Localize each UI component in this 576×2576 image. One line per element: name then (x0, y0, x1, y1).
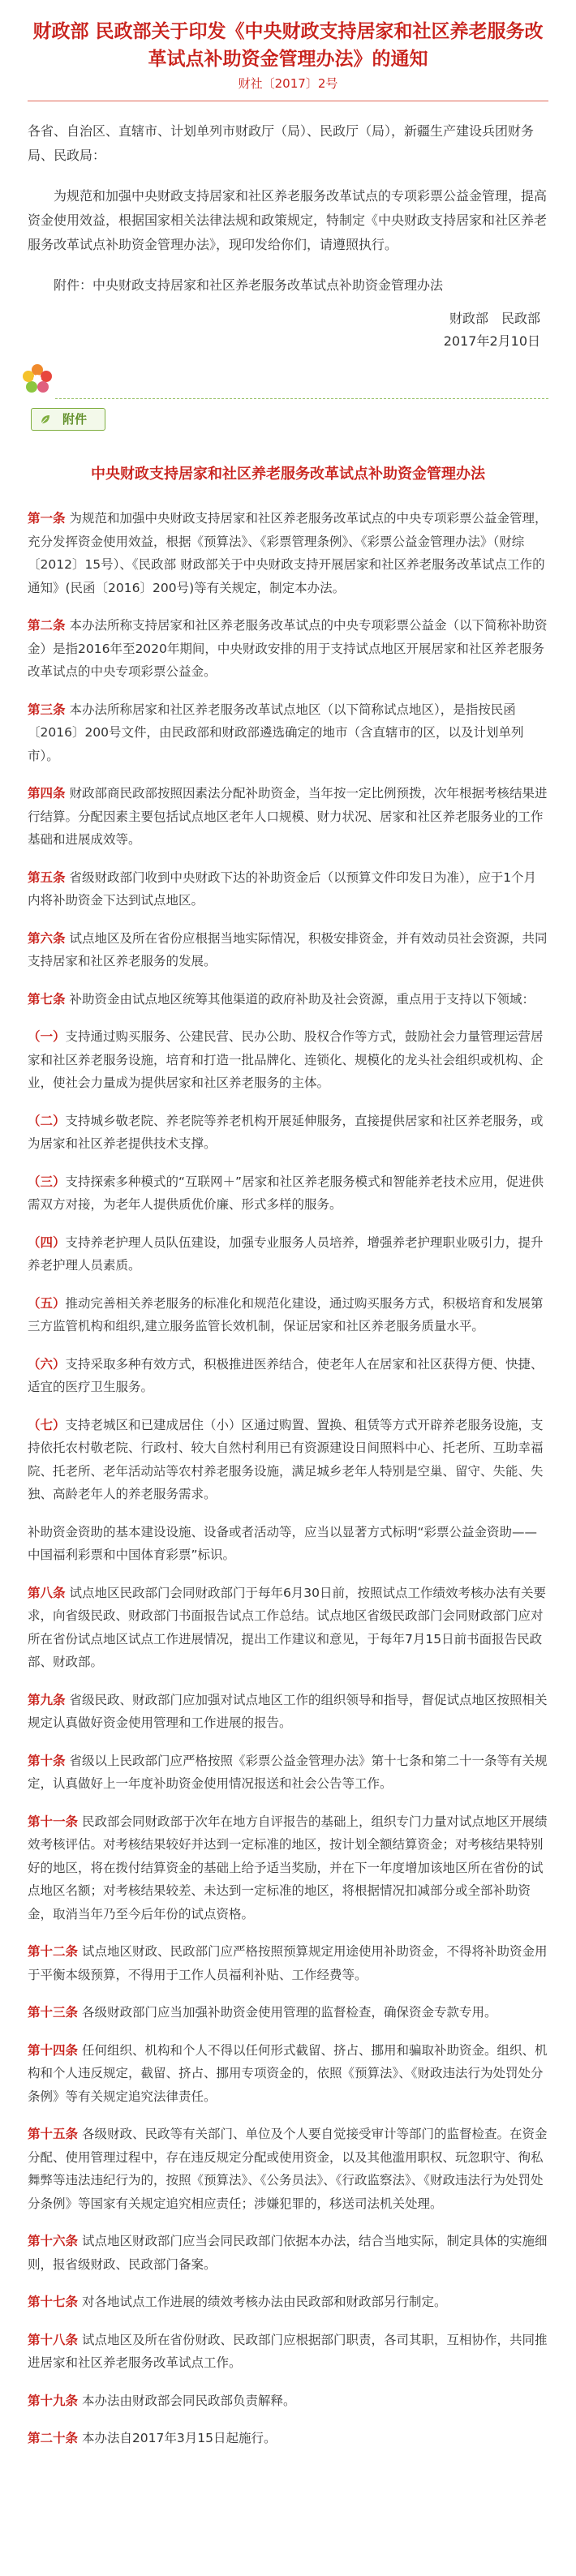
article: 第六条 试点地区及所在省份应根据当地实际情况，积极安排资金，并有效动员社会资源，共同支持居家和社区养老服务的发展。 (28, 930, 548, 968)
document-number: 财社〔2017〕2号 (238, 76, 338, 91)
attachment-tab (31, 408, 105, 431)
article: 第五条 省级财政部门收到中央财政下达的补助资金后（以预算文件印发日为准），应于1个月内将补助资金下达到试点地区。 (28, 869, 537, 908)
leaf-icon (40, 414, 51, 425)
list-item: （七）支持老城区和已建成居住（小）区通过购置、置换、租赁等方式开辟养老服务设施，支持依托农村敬老院、行政村、较大自然村利用已有资源建设日间照料中心、托老所、互助幸福院、托老所、老年活动站等农村养老服务设施，满足城乡老年人特别是空巢、留守、失能、失独、高龄老年人的养老服务需求。 (28, 1417, 544, 1501)
article: 第三条 本办法所称居家和社区养老服务改革试点地区（以下简称试点地区），是指按民函〔2016〕200号文件，由民政部和财政部遴选确定的地市（含直辖市的区，以及计划单列市）。 (28, 702, 524, 763)
article: 第十一条 民政部会同财政部于次年在地方自评报告的基础上，组织专门力量对试点地区开展绩效考核评估。对考核结果较好并达到一定标准的地区，按计划全额结算资金；对考核结果特别好的地区，将在拨付结算资金的基础上给予适当奖励，并在下一年度增加该地区所在省份的试点地区名额；对考核结果较差、未达到一定标准的地区，将根据情况扣减部分或全部补助资金，取消当年乃至今后年份的试点资格。 (28, 1814, 548, 1921)
article: 补助资金资助的基本建设设施、设备或者活动等，应当以显著方式标明“彩票公益金资助——中国福利彩票和中国体育彩票”标识。 (28, 1524, 538, 1562)
document-title: 财政部 民政部关于印发《中央财政支持居家和社区养老服务改革试点补助资金管理办法》的通知 (32, 21, 544, 70)
attachment-divider (28, 359, 548, 434)
article: 第八条 试点地区民政部门会同财政部门于每年6月30日前，按照试点工作绩效考核办法有关要求，向省级民政、财政部门书面报告试点工作总结。试点地区省级民政部门会同财政部门应对所在省份试点地区试点工作进展情况，提出工作建议和意见，于每年7月15日前书面报告民政部、财政部。 (28, 1585, 547, 1669)
article: 第十五条 各级财政、民政等有关部门、单位及个人要自觉接受审计等部门的监督检查。在资金分配、使用管理过程中，存在违反规定分配或使用资金，以及其他滥用职权、玩忽职守、徇私舞弊等违法违纪行为的，按照《预算法》、《公务员法》、《行政监察法》、《财政违法行为处罚处分条例》等国家有关规定追究相应责任；涉嫌犯罪的，移送司法机关处理。 (28, 2127, 548, 2211)
signers: 财政部 民政部 (449, 311, 540, 326)
article: 第九条 省级民政、财政部门应加强对试点地区工作的组织领导和指导，督促试点地区按照相关规定认真做好资金使用管理和工作进展的报告。 (28, 1692, 548, 1730)
list-item: （二）支持城乡敬老院、养老院等养老机构开展延伸服务，直接提供居家和社区养老服务，或为居家和社区养老提供技术支撑。 (28, 1113, 544, 1151)
article: 第十八条 试点地区及所在省份财政、民政部门应根据部门职责，各司其职，互相协作，共同推进居家和社区养老服务改革试点工作。 (28, 2332, 548, 2370)
article: 第十三条 各级财政部门应当加强补助资金使用管理的监督检查，确保资金专款专用。 (28, 2005, 497, 2020)
addressee: 各省、自治区、直辖市、计划单列市财政厅（局）、民政厅（局），新疆生产建设兵团财务局、民政局： (28, 123, 535, 163)
article: 第十九条 本办法由财政部会同民政部负责解释。 (28, 2393, 296, 2408)
notice-body: 为规范和加强中央财政支持居家和社区养老服务改革试点的专项彩票公益金管理，提高资金使用效益，根据国家相关法律法规和政策规定，特制定《中央财政支持居家和社区养老服务改革试点补助资金管理办法》，现印发给你们，请遵照执行。 (28, 188, 548, 252)
sign-date: 2017年2月10日 (443, 333, 540, 349)
attachment-line: 附件：中央财政支持居家和社区养老服务改革试点补助资金管理办法 (54, 277, 444, 293)
dashed-line (55, 398, 548, 399)
article: 第四条 财政部商民政部按照因素法分配补助资金，当年按一定比例预拨，次年根据考核结果进行结算。分配因素主要包括试点地区老年人口规模、财力状况、居家和社区养老服务业的工作基础和进展成效等。 (28, 786, 548, 847)
annex-title: 中央财政支持居家和社区养老服务改革试点补助资金管理办法 (91, 466, 485, 483)
article: 第二条 本办法所称支持居家和社区养老服务改革试点的中央专项彩票公益金（以下简称补助资金）是指2016年至2020年期间，中央财政安排的用于支持试点地区开展居家和社区养老服务改革试点的中央专项彩票公益金。 (28, 618, 548, 679)
flower-icon (21, 363, 54, 395)
article: 第一条 为规范和加强中央财政支持居家和社区养老服务改革试点的中央专项彩票公益金管理，充分发挥资金使用效益，根据《预算法》、《彩票管理条例》、《彩票公益金管理办法》（财综〔2012〕15号）、《民政部 财政部关于中央财政支持开展居家和社区养老服务改革试点工作的通知》(民函〔2016〕200号)等有关规定，制定本办法。 (28, 511, 548, 595)
article: 第二十条 本办法自2017年3月15日起施行。 (28, 2431, 277, 2445)
attachment-tab-label: 附件 (62, 412, 88, 427)
article: 第十四条 任何组织、机构和个人不得以任何形式截留、挤占、挪用和骗取补助资金。组织、机构和个人违反规定，截留、挤占、挪用专项资金的，依照《预算法》、《财政违法行为处罚处分条例》等有关规定追究法律责任。 (28, 2042, 548, 2104)
list-item: （五）推动完善相关养老服务的标准化和规范化建设，通过购买服务方式，积极培育和发展第三方监管机构和组织,建立服务监管长效机制，保证居家和社区养老服务质量水平。 (28, 1295, 544, 1333)
list-item: （三）支持探索多种模式的“互联网＋”居家和社区养老服务模式和智能养老技术应用，促进供需双方对接，为老年人提供质优价廉、形式多样的服务。 (28, 1174, 544, 1212)
article: 第七条 补助资金由试点地区统筹其他渠道的政府补助及社会资源，重点用于支持以下领域： (28, 991, 535, 1007)
annex-articles-continued (28, 1521, 548, 2450)
article: 第十七条 对各地试点工作进展的绩效考核办法由民政部和财政部另行制定。 (28, 2295, 447, 2309)
annex-articles (28, 507, 548, 1011)
list-item: （一）支持通过购买服务、公建民营、民办公助、股权合作等方式，鼓励社会力量管理运营居家和社区养老服务设施，培育和打造一批品牌化、连锁化、规模化的龙头社会组织或机构、企业，使社会力量成为提供居家和社区养老服务的主体。 (28, 1029, 544, 1090)
article-items (28, 1025, 548, 1506)
article: 第十六条 试点地区财政部门应当会同民政部门依据本办法，结合当地实际，制定具体的实施细则，报省级财政、民政部门备案。 (28, 2234, 548, 2272)
article: 第十条 省级以上民政部门应严格按照《彩票公益金管理办法》第十七条和第二十一条等有关规定，认真做好上一年度补助资金使用情况报送和社会公告等工作。 (28, 1753, 548, 1791)
article: 第十二条 试点地区财政、民政部门应严格按照预算规定用途使用补助资金，不得将补助资金用于平衡本级预算，不得用于工作人员福利补贴、工作经费等。 (28, 1944, 548, 1982)
list-item: （四）支持养老护理人员队伍建设，加强专业服务人员培养，增强养老护理职业吸引力，提升养老护理人员素质。 (28, 1234, 544, 1273)
list-item: （六）支持采取多种有效方式，积极推进医养结合，使老年人在居家和社区获得方便、快捷、适宜的医疗卫生服务。 (28, 1356, 544, 1394)
